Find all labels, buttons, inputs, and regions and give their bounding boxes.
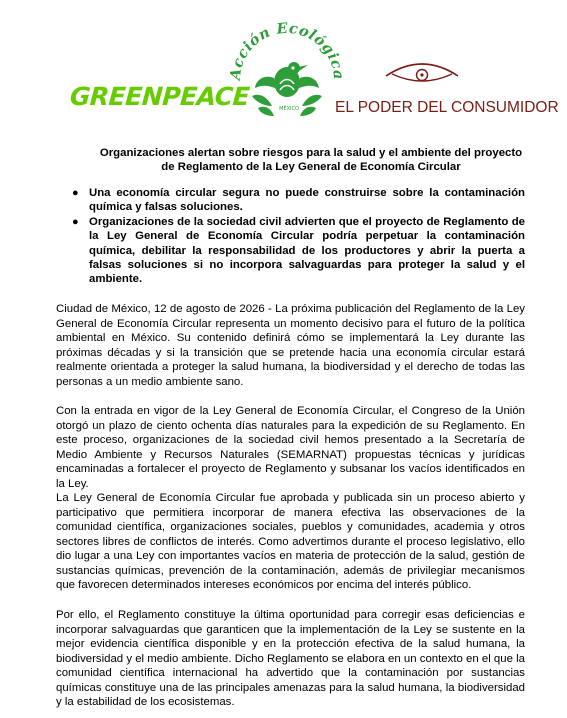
key-points-list [72,186,525,287]
body-paragraph: Por ello, el Reglamento constituye la última oportunidad para corregir esas deficiencias e incorporar salvaguardas que garanticen que la implementación de la Ley se sustente en la mejor evidencia científica disponible y en la protección efectiva de la salud humana, la biodiversidad y el medio ambiente. Dicho Reglamento se elabora en un contexto en el que la comunidad científica internacional ha advertido que la contaminación por sustancias químicas constituye una de las principales amenazas para la salud humana, la biodiversidad y la estabilidad de los ecosistemas. [56,609,525,708]
accion-ecologica-country: MÉXICO [279,106,299,112]
logo-banner [0,0,567,130]
accion-ecologica-emblem [228,18,346,122]
eye-icon [384,58,460,94]
el-poder-del-consumidor-logo: EL PODER DEL CONSUMIDOR [335,99,559,116]
list-item [72,215,525,287]
list-item [72,186,525,215]
accion-ecologica-text: Acción Ecológica [228,19,346,81]
press-release-title: Organizaciones alertan sobre riesgos para la salud y el ambiente del proyecto de Reglamento de la Ley General de Economía Circular [99,147,523,173]
accion-ecologica-logo [228,18,346,122]
bullet-text: Organizaciones de la sociedad civil advierten que el proyecto de Reglamento de la Ley General de Economía Circular podría perpetuar la contaminación química, debilitar la responsabilidad de los productores y abrir la puerta a falsas soluciones si no incorpora salvaguardas para proteger la salud y el ambiente. [89,215,525,286]
greenpeace-logo: GREENPEACE [68,82,251,111]
body-paragraph: Ciudad de México, 12 de agosto de 2026 - La próxima publicación del Reglamento de la Ley General de Economía Circular representa un momento decisivo para el futuro de la política ambiental en México. Su contenido definirá cómo se implementará la Ley durante las próximas décadas y si la transición que se pretende hacia una economía circular estará realmente orientada a proteger la salud humana, la biodiversidad y el derecho de todas las personas a un medio ambiente sano. [56,303,525,388]
body-paragraph: Con la entrada en vigor de la Ley General de Economía Circular, el Congreso de la Unión otorgó un plazo de ciento ochenta días naturales para la expedición de su Reglamento. En este proceso, organizaciones de la sociedad civil hemos presentado a la Secretaría de Medio Ambiente y Recursos Naturales (SEMARNAT) propuestas técnicas y jurídicas encaminadas a fortalecer el proyecto de Reglamento y subsanar los vacíos identificados en la Ley. [56,405,525,490]
bullet-icon: ● [72,215,79,228]
bullet-icon: ● [72,187,79,199]
bullet-text: Una economía circular segura no puede construirse sobre la contaminación química y falsas soluciones. [89,187,525,214]
body-paragraph: La Ley General de Economía Circular fue aprobada y publicada sin un proceso abierto y participativo que permitiera incorporar de manera efectiva las observaciones de la comunidad científica, organizaciones sociales, pueblos y comunidades, academia y otros sectores libres de conflictos de interés. Como advertimos durante el proceso legislativo, ello dio lugar a una Ley con importantes vacíos en materia de protección de la salud, gestión de sustancias químicas, prevención de la contaminación, además de privilegiar mecanismos que favorecen determinados intereses económicos por encima del interés público. [56,492,525,591]
